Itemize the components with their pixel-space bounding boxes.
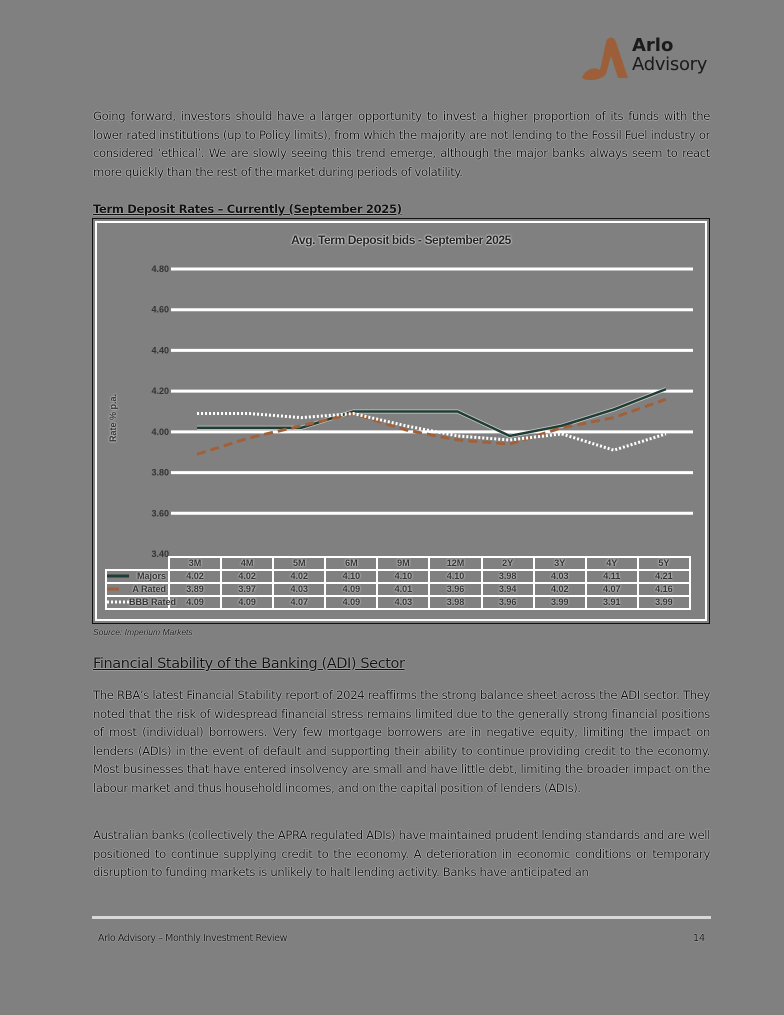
y-tick-label: 4.60 xyxy=(151,304,169,315)
y-tick-label: 3.40 xyxy=(151,549,169,559)
data-cell: 4.09 xyxy=(169,596,221,609)
data-cell: 3.98 xyxy=(429,596,481,609)
data-cell: 3.94 xyxy=(482,583,534,596)
legend-swatch-icon xyxy=(107,586,129,592)
arlo-advisory-logo xyxy=(580,34,715,80)
footer-title: Arlo Advisory – Monthly Investment Review xyxy=(98,933,287,944)
logo-text xyxy=(632,36,707,74)
chart-data-table xyxy=(105,556,691,610)
data-cell: 4.11 xyxy=(586,570,638,583)
category-header: 3Y xyxy=(534,557,586,570)
data-cell: 4.02 xyxy=(273,570,325,583)
section-paragraph-1: The RBA’s latest Financial Stability report of 2024 reaffirms the strong balance sheet across the ADI sector. They noted that the risk of widespread financial stress remains limited due to the generally strong financial positions of most (individual) borrowers. Very few mortgage borrowers are in negative equity, limiting the impact on lenders (ADIs) in the event of default and supporting their ability to continue providing credit to the economy. Most businesses that have entered insolvency are small and have little debt, limiting the broader impact on the labour market and thus household incomes, and on the capital position of lenders (ADIs). xyxy=(93,688,710,795)
figure-caption: Term Deposit Rates – Currently (September 2025) xyxy=(93,202,402,216)
data-cell: 4.10 xyxy=(325,570,377,583)
data-cell: 4.03 xyxy=(273,583,325,596)
data-cell: 4.01 xyxy=(377,583,429,596)
category-header: 4Y xyxy=(586,557,638,570)
data-cell: 4.07 xyxy=(586,583,638,596)
logo-a-mark-icon xyxy=(580,34,630,80)
data-cell: 4.02 xyxy=(169,570,221,583)
chart-container xyxy=(92,218,710,624)
category-header: 5Y xyxy=(638,557,690,570)
y-tick-label: 4.20 xyxy=(151,386,169,397)
data-cell: 4.07 xyxy=(273,596,325,609)
data-cell: 3.89 xyxy=(169,583,221,596)
category-header: 3M xyxy=(169,557,221,570)
page-number: 14 xyxy=(693,933,706,944)
data-cell: 4.16 xyxy=(638,583,690,596)
y-axis-label: Rate % p.a. xyxy=(108,393,119,443)
y-tick-label: 4.40 xyxy=(151,345,169,356)
data-cell: 3.99 xyxy=(534,596,586,609)
data-cell: 4.10 xyxy=(377,570,429,583)
data-cell: 4.02 xyxy=(534,583,586,596)
logo-line1: Arlo xyxy=(632,35,674,56)
chart-title: Avg. Term Deposit bids - September 2025 xyxy=(291,233,511,247)
legend-entry: Majors xyxy=(106,570,169,583)
category-header: 4M xyxy=(221,557,273,570)
data-cell: 3.97 xyxy=(221,583,273,596)
footer-divider xyxy=(92,916,711,919)
category-header: 2Y xyxy=(482,557,534,570)
data-cell: 3.96 xyxy=(482,596,534,609)
category-header: 6M xyxy=(325,557,377,570)
data-cell: 4.02 xyxy=(221,570,273,583)
table-row xyxy=(106,570,690,583)
section-paragraph-2: Australian banks (collectively the APRA regulated ADIs) have maintained prudent lending standards and are well positioned to continue supplying credit to the economy. A deterioration in economic conditions or temporary disruption to funding markets is unlikely to halt lending activity. Banks have anticipated an xyxy=(93,828,710,880)
data-cell: 4.09 xyxy=(325,583,377,596)
data-cell: 4.09 xyxy=(325,596,377,609)
series-line-majors xyxy=(197,389,666,436)
y-tick-label: 3.60 xyxy=(151,508,169,519)
data-cell: 4.09 xyxy=(221,596,273,609)
legend-entry: A Rated xyxy=(106,583,169,596)
logo-line2: Advisory xyxy=(632,54,708,75)
legend-swatch-icon xyxy=(107,599,129,605)
data-cell: 3.98 xyxy=(482,570,534,583)
data-cell: 4.10 xyxy=(429,570,481,583)
data-cell: 4.03 xyxy=(377,596,429,609)
table-corner xyxy=(106,557,169,570)
table-row xyxy=(106,583,690,596)
section-heading: Financial Stability of the Banking (ADI) Sector xyxy=(93,656,405,672)
data-cell: 4.21 xyxy=(638,570,690,583)
data-cell: 3.96 xyxy=(429,583,481,596)
y-tick-label: 4.00 xyxy=(151,426,169,437)
data-cell: 3.91 xyxy=(586,596,638,609)
y-tick-label: 3.80 xyxy=(151,467,169,478)
data-cell: 4.03 xyxy=(534,570,586,583)
legend-entry: BBB Rated xyxy=(106,596,169,609)
category-header: 12M xyxy=(429,557,481,570)
source-note: Source: Imperium Markets xyxy=(93,627,193,637)
category-header: 9M xyxy=(377,557,429,570)
table-row xyxy=(106,596,690,609)
intro-paragraph: Going forward, investors should have a larger opportunity to invest a higher proportion of its funds with the lower rated institutions (up to Policy limits), from which the majority are not lending to the Fossil Fuel industry or considered ‘ethical’. We are slowly seeing this trend emerge, although the major banks always seem to react more quickly than the rest of the market during periods of volatility. xyxy=(93,109,710,179)
legend-swatch-icon xyxy=(107,573,129,579)
category-header: 5M xyxy=(273,557,325,570)
y-tick-label: 4.80 xyxy=(151,264,169,274)
data-cell: 3.99 xyxy=(638,596,690,609)
